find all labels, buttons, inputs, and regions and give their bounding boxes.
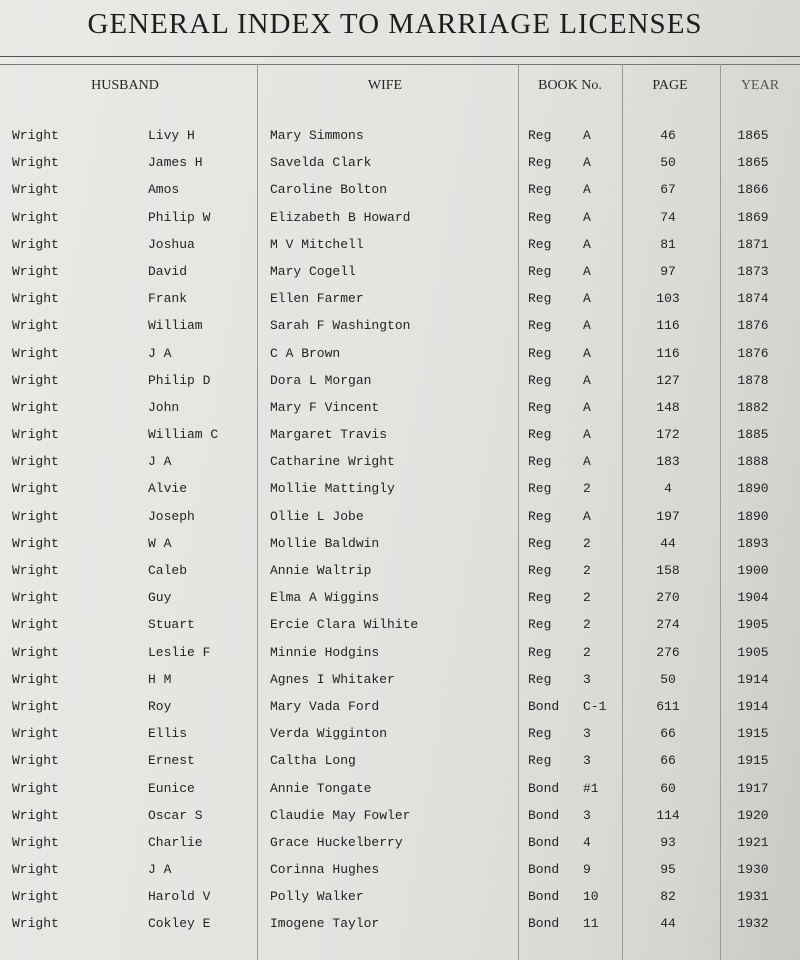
husband-given-name: James H xyxy=(148,155,203,171)
wife-name: Elizabeth B Howard xyxy=(270,209,411,225)
table-row xyxy=(0,835,800,862)
table-row xyxy=(0,645,800,672)
husband-given-name: David xyxy=(148,263,188,279)
husband-surname: Wright xyxy=(12,807,59,823)
page-number: 44 xyxy=(660,916,676,932)
page-number: 60 xyxy=(660,780,676,796)
table-row xyxy=(0,400,800,427)
husband-given-name: Ellis xyxy=(148,726,188,742)
husband-given-name: Harold V xyxy=(148,889,211,905)
page-number: 4 xyxy=(664,481,672,497)
book-type: Reg xyxy=(528,128,552,143)
wife-name: Ellen Farmer xyxy=(270,291,364,307)
husband-surname: Wright xyxy=(12,780,59,796)
wife-name: Polly Walker xyxy=(270,889,364,905)
wife-name: Margaret Travis xyxy=(270,427,388,443)
husband-surname: Wright xyxy=(12,481,59,497)
header-rule xyxy=(0,64,800,65)
book-number: #1 xyxy=(583,780,599,796)
year: 1890 xyxy=(737,481,769,497)
year: 1890 xyxy=(737,508,769,524)
book-type: Reg xyxy=(528,753,552,769)
header-year: YEAR xyxy=(740,78,780,93)
page-number: 66 xyxy=(660,753,676,769)
wife-name: Verda Wigginton xyxy=(270,726,388,742)
book-type: Reg xyxy=(528,209,552,225)
page-number: 46 xyxy=(660,128,676,143)
husband-given-name: Philip W xyxy=(148,209,211,225)
husband-surname: Wright xyxy=(12,698,59,714)
book-number: 9 xyxy=(583,862,591,878)
husband-given-name: Cokley E xyxy=(148,916,211,932)
book-number: A xyxy=(583,209,591,225)
husband-given-name: Charlie xyxy=(148,834,203,850)
husband-surname: Wright xyxy=(12,263,59,279)
wife-name: Caltha Long xyxy=(270,753,356,769)
year: 1914 xyxy=(737,698,769,714)
wife-name: Sarah F Washington xyxy=(270,318,411,334)
table-row xyxy=(0,210,800,237)
page-title: GENERAL INDEX TO MARRIAGE LICENSES xyxy=(87,8,703,40)
book-number: 11 xyxy=(583,916,599,932)
husband-given-name: William xyxy=(148,318,203,334)
book-number: 2 xyxy=(583,590,591,606)
year: 1904 xyxy=(737,590,769,606)
page-number: 81 xyxy=(660,236,676,252)
wife-name: Dora L Morgan xyxy=(270,372,372,388)
wife-name: Annie Tongate xyxy=(270,780,372,796)
wife-name: M V Mitchell xyxy=(270,236,364,252)
husband-given-name: H M xyxy=(148,671,172,687)
book-number: A xyxy=(583,318,591,334)
husband-given-name: Frank xyxy=(148,291,188,307)
page-number: 74 xyxy=(660,209,676,225)
husband-given-name: Amos xyxy=(148,182,180,198)
husband-surname: Wright xyxy=(12,291,59,307)
table-row xyxy=(0,481,800,508)
wife-name: Agnes I Whitaker xyxy=(270,671,395,687)
table-row xyxy=(0,590,800,617)
table-row xyxy=(0,699,800,726)
year: 1876 xyxy=(737,345,769,361)
book-type: Reg xyxy=(528,454,552,470)
page-number: 66 xyxy=(660,726,676,742)
header-page: PAGE xyxy=(652,78,688,93)
page-number: 116 xyxy=(656,345,680,361)
book-type: Reg xyxy=(528,726,552,742)
page-number: 95 xyxy=(660,862,676,878)
wife-name: Ercie Clara Wilhite xyxy=(270,617,419,633)
wife-name: Mary Vada Ford xyxy=(270,698,380,714)
year: 1917 xyxy=(737,780,769,796)
year: 1931 xyxy=(737,889,769,905)
book-number: A xyxy=(583,345,591,361)
table-row xyxy=(0,182,800,209)
table-row xyxy=(0,726,800,753)
page-number: 50 xyxy=(660,671,676,687)
husband-given-name: Joseph xyxy=(148,508,195,524)
husband-given-name: Ernest xyxy=(148,753,195,769)
husband-given-name: John xyxy=(148,399,180,415)
husband-surname: Wright xyxy=(12,889,59,905)
wife-name: Elma A Wiggins xyxy=(270,590,380,606)
book-type: Reg xyxy=(528,535,552,551)
year: 1866 xyxy=(737,182,769,198)
table-row xyxy=(0,509,800,536)
book-type: Bond xyxy=(528,889,560,905)
wife-name: Mary Simmons xyxy=(270,128,364,143)
husband-given-name: J A xyxy=(148,345,172,361)
book-type: Reg xyxy=(528,590,552,606)
page-number: 148 xyxy=(656,399,680,415)
husband-surname: Wright xyxy=(12,753,59,769)
book-type: Bond xyxy=(528,807,560,823)
book-type: Reg xyxy=(528,427,552,443)
book-type: Reg xyxy=(528,508,552,524)
book-number: A xyxy=(583,155,591,171)
book-number: 3 xyxy=(583,753,591,769)
husband-given-name: Oscar S xyxy=(148,807,203,823)
husband-surname: Wright xyxy=(12,644,59,660)
husband-surname: Wright xyxy=(12,318,59,334)
book-number: A xyxy=(583,372,591,388)
book-type: Reg xyxy=(528,671,552,687)
wife-name: Mollie Mattingly xyxy=(270,481,395,497)
header-wife: WIFE xyxy=(367,78,403,93)
husband-surname: Wright xyxy=(12,617,59,633)
husband-surname: Wright xyxy=(12,399,59,415)
page-number: 611 xyxy=(656,698,680,714)
page-number: 67 xyxy=(660,182,676,198)
table-row xyxy=(0,753,800,780)
husband-given-name: Alvie xyxy=(148,481,188,497)
table-row xyxy=(0,155,800,182)
husband-surname: Wright xyxy=(12,155,59,171)
book-number: A xyxy=(583,427,591,443)
husband-given-name: Livy H xyxy=(148,128,195,143)
page-number: 197 xyxy=(656,508,680,524)
husband-given-name: W A xyxy=(148,535,172,551)
book-type: Reg xyxy=(528,236,552,252)
year: 1915 xyxy=(737,753,769,769)
book-number: A xyxy=(583,291,591,307)
page-number: 172 xyxy=(656,427,680,443)
year: 1865 xyxy=(737,155,769,171)
year: 1921 xyxy=(737,834,769,850)
husband-surname: Wright xyxy=(12,563,59,578)
year: 1900 xyxy=(737,563,769,578)
year: 1869 xyxy=(737,209,769,225)
wife-name: Mollie Baldwin xyxy=(270,535,380,551)
husband-surname: Wright xyxy=(12,834,59,850)
book-type: Reg xyxy=(528,644,552,660)
book-type: Reg xyxy=(528,617,552,633)
table-row xyxy=(0,318,800,345)
page-number: 270 xyxy=(656,590,680,606)
page-number: 116 xyxy=(656,318,680,334)
license-table xyxy=(0,128,800,944)
page-number: 103 xyxy=(656,291,680,307)
book-number: 2 xyxy=(583,563,591,578)
husband-given-name: William C xyxy=(148,427,219,443)
husband-surname: Wright xyxy=(12,508,59,524)
page-number: 93 xyxy=(660,834,676,850)
wife-name: Mary Cogell xyxy=(270,263,356,279)
husband-given-name: Leslie F xyxy=(148,644,211,660)
book-type: Reg xyxy=(528,155,552,171)
year: 1905 xyxy=(737,644,769,660)
book-number: A xyxy=(583,263,591,279)
husband-surname: Wright xyxy=(12,427,59,443)
page-number: 97 xyxy=(660,263,676,279)
wife-name: Minnie Hodgins xyxy=(270,644,380,660)
table-row xyxy=(0,346,800,373)
page-number: 158 xyxy=(656,563,680,578)
year: 1865 xyxy=(737,128,769,143)
husband-surname: Wright xyxy=(12,454,59,470)
wife-name: Catharine Wright xyxy=(270,454,395,470)
wife-name: Caroline Bolton xyxy=(270,182,388,198)
husband-given-name: Joshua xyxy=(148,236,195,252)
book-type: Reg xyxy=(528,563,552,578)
table-row xyxy=(0,373,800,400)
husband-surname: Wright xyxy=(12,372,59,388)
husband-surname: Wright xyxy=(12,236,59,252)
husband-given-name: Philip D xyxy=(148,372,211,388)
book-number: 3 xyxy=(583,671,591,687)
year: 1930 xyxy=(737,862,769,878)
husband-given-name: Eunice xyxy=(148,780,195,796)
book-number: A xyxy=(583,236,591,252)
book-type: Reg xyxy=(528,345,552,361)
page-number: 114 xyxy=(656,807,680,823)
book-number: 4 xyxy=(583,834,591,850)
table-row xyxy=(0,617,800,644)
book-type: Bond xyxy=(528,834,560,850)
husband-surname: Wright xyxy=(12,182,59,198)
wife-name: Annie Waltrip xyxy=(270,563,372,578)
wife-name: Ollie L Jobe xyxy=(270,508,364,524)
wife-name: Grace Huckelberry xyxy=(270,834,403,850)
page-number: 127 xyxy=(656,372,680,388)
book-type: Bond xyxy=(528,862,560,878)
year: 1874 xyxy=(737,291,769,307)
husband-surname: Wright xyxy=(12,535,59,551)
header-book-no: BOOK No. xyxy=(538,78,602,93)
wife-name: Imogene Taylor xyxy=(270,916,380,932)
page-number: 183 xyxy=(656,454,680,470)
book-number: A xyxy=(583,454,591,470)
year: 1876 xyxy=(737,318,769,334)
husband-given-name: J A xyxy=(148,862,172,878)
husband-given-name: Stuart xyxy=(148,617,195,633)
page-number: 50 xyxy=(660,155,676,171)
page-number: 274 xyxy=(656,617,680,633)
wife-name: Savelda Clark xyxy=(270,155,372,171)
page-number: 82 xyxy=(660,889,676,905)
husband-surname: Wright xyxy=(12,590,59,606)
book-type: Bond xyxy=(528,780,560,796)
husband-surname: Wright xyxy=(12,671,59,687)
table-row xyxy=(0,427,800,454)
table-row xyxy=(0,536,800,563)
header-husband: HUSBAND xyxy=(91,78,159,93)
table-row xyxy=(0,808,800,835)
book-number: A xyxy=(583,399,591,415)
book-type: Bond xyxy=(528,916,560,932)
book-type: Reg xyxy=(528,481,552,497)
wife-name: Corinna Hughes xyxy=(270,862,380,878)
year: 1878 xyxy=(737,372,769,388)
wife-name: C A Brown xyxy=(270,345,341,361)
book-number: C-1 xyxy=(583,698,607,714)
year: 1905 xyxy=(737,617,769,633)
table-row xyxy=(0,862,800,889)
husband-surname: Wright xyxy=(12,345,59,361)
book-type: Reg xyxy=(528,318,552,334)
table-row xyxy=(0,128,800,155)
husband-given-name: Guy xyxy=(148,590,172,606)
book-type: Bond xyxy=(528,698,560,714)
wife-name: Mary F Vincent xyxy=(270,399,380,415)
table-row xyxy=(0,454,800,481)
husband-surname: Wright xyxy=(12,726,59,742)
table-row xyxy=(0,672,800,699)
year: 1914 xyxy=(737,671,769,687)
book-number: 3 xyxy=(583,807,591,823)
husband-surname: Wright xyxy=(12,862,59,878)
husband-given-name: Caleb xyxy=(148,563,188,578)
table-row xyxy=(0,237,800,264)
year: 1932 xyxy=(737,916,769,932)
table-row xyxy=(0,916,800,943)
year: 1882 xyxy=(737,399,769,415)
book-number: 2 xyxy=(583,481,591,497)
year: 1871 xyxy=(737,236,769,252)
husband-surname: Wright xyxy=(12,916,59,932)
book-number: 10 xyxy=(583,889,599,905)
book-type: Reg xyxy=(528,372,552,388)
table-row xyxy=(0,291,800,318)
book-type: Reg xyxy=(528,291,552,307)
table-row xyxy=(0,563,800,590)
year: 1893 xyxy=(737,535,769,551)
book-number: 3 xyxy=(583,726,591,742)
book-type: Reg xyxy=(528,182,552,198)
book-number: A xyxy=(583,508,591,524)
book-type: Reg xyxy=(528,263,552,279)
table-row xyxy=(0,889,800,916)
page-number: 276 xyxy=(656,644,680,660)
table-row xyxy=(0,264,800,291)
book-number: 2 xyxy=(583,535,591,551)
husband-given-name: Roy xyxy=(148,698,172,714)
table-row xyxy=(0,781,800,808)
book-number: A xyxy=(583,128,591,143)
book-number: 2 xyxy=(583,617,591,633)
year: 1873 xyxy=(737,263,769,279)
husband-surname: Wright xyxy=(12,209,59,225)
wife-name: Claudie May Fowler xyxy=(270,807,411,823)
year: 1888 xyxy=(737,454,769,470)
year: 1915 xyxy=(737,726,769,742)
husband-surname: Wright xyxy=(12,128,59,143)
page-number: 44 xyxy=(660,535,676,551)
book-type: Reg xyxy=(528,399,552,415)
title-rule xyxy=(0,56,800,57)
book-number: 2 xyxy=(583,644,591,660)
book-number: A xyxy=(583,182,591,198)
husband-given-name: J A xyxy=(148,454,172,470)
year: 1920 xyxy=(737,807,769,823)
year: 1885 xyxy=(737,427,769,443)
